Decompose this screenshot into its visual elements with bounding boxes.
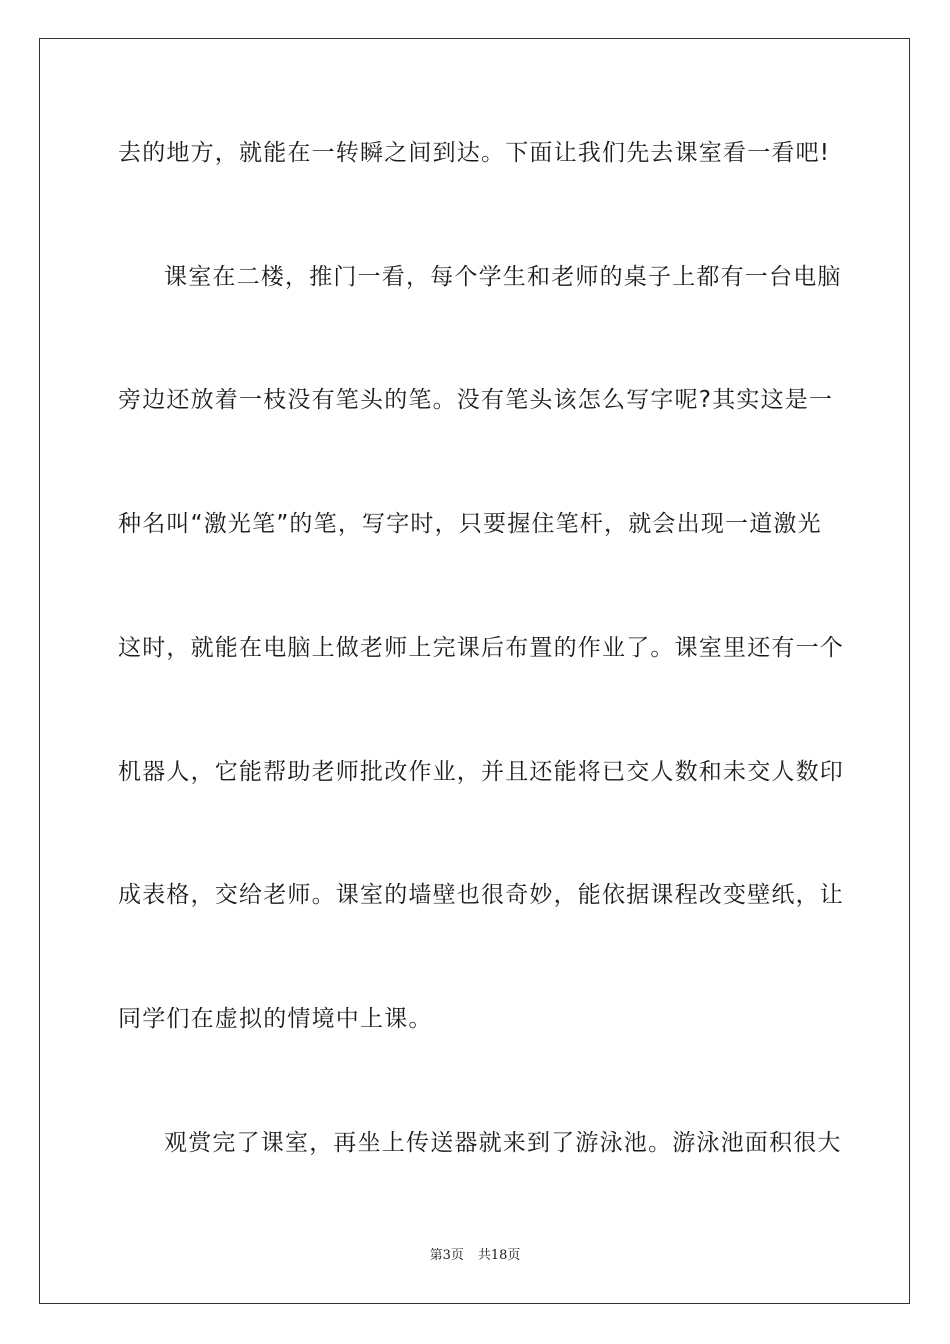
paragraph-line: 种名叫“激光笔”的笔，写字时，只要握住笔杆，就会出现一道激光: [118, 511, 822, 537]
page-border: [39, 38, 910, 1304]
page-footer: [0, 1248, 950, 1264]
paragraph-line: 机器人，它能帮助老师批改作业，并且还能将已交人数和未交人数印: [118, 759, 844, 785]
paragraph-line: 观赏完了课室，再坐上传送器就来到了游泳池。游泳池面积很大: [164, 1130, 842, 1156]
page-total: 共18页: [477, 1248, 521, 1263]
paragraph-line: 成表格，交给老师。课室的墙壁也很奇妙，能依据课程改变壁纸，让: [118, 882, 844, 908]
paragraph-line: 旁边还放着一枝没有笔头的笔。没有笔头该怎么写字呢?其实这是一: [118, 387, 834, 413]
paragraph-line: 同学们在虚拟的情境中上课。: [118, 1006, 433, 1032]
paragraph-line: 课室在二楼，推门一看，每个学生和老师的桌子上都有一台电脑: [164, 264, 842, 290]
paragraph-line: 去的地方，就能在一转瞬之间到达。下面让我们先去课室看一看吧!: [118, 140, 831, 166]
page-number: 第3页: [429, 1248, 464, 1263]
paragraph-line: 这时，就能在电脑上做老师上完课后布置的作业了。课室里还有一个: [118, 635, 844, 661]
